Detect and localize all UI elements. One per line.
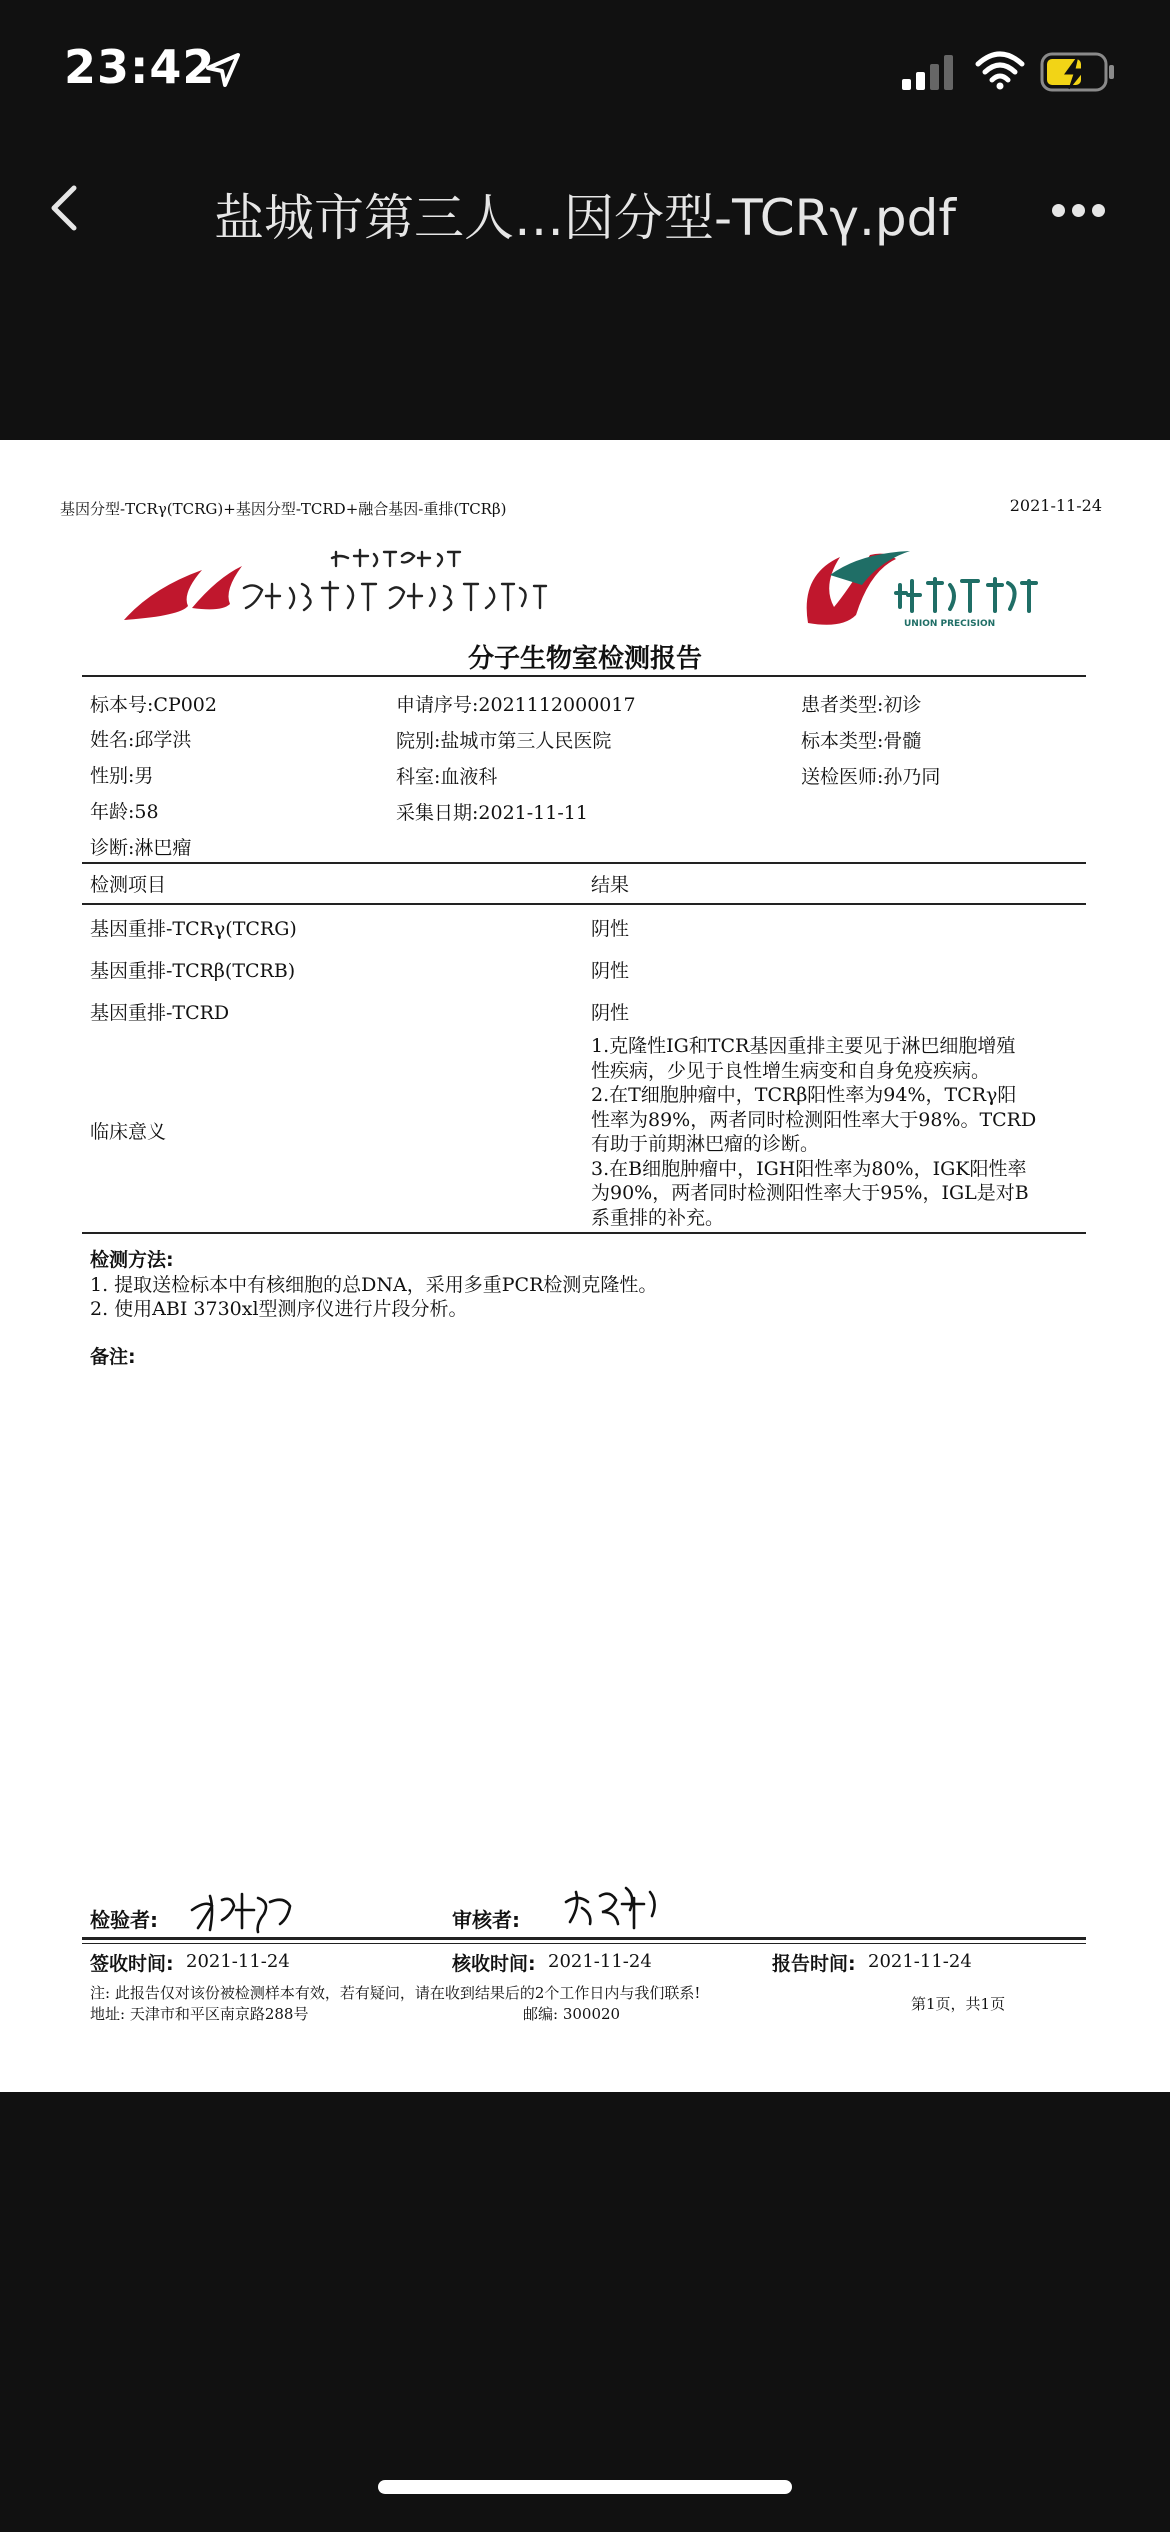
table-row-item: 基因重排-TCRβ(TCRB) xyxy=(90,960,296,982)
more-options-button[interactable] xyxy=(1052,202,1116,222)
footer-postcode: 邮编: 300020 xyxy=(523,2005,621,2023)
hospital-logo xyxy=(122,548,562,628)
footer-note: 注: 此报告仅对该份被检测样本有效，若有疑问，请在收到结果后的2个工作日内与我们联系! xyxy=(90,1984,701,2002)
report-header-tests: 基因分型-TCRγ(TCRG)+基因分型-TCRD+融合基因-重排(TCRβ) xyxy=(60,500,507,518)
clinical-significance-label: 临床意义 xyxy=(90,1121,167,1143)
page-info: 第1页，共1页 xyxy=(911,1995,1006,2013)
diagnosis: 诊断:淋巴瘤 xyxy=(90,837,192,859)
patient-type: 患者类型:初诊 xyxy=(801,694,922,716)
status-bar xyxy=(0,0,1170,150)
nav-bar xyxy=(0,150,1170,270)
check-time-value: 2021-11-24 xyxy=(548,1951,652,1972)
divider xyxy=(82,1943,1086,1944)
table-row-result: 阴性 xyxy=(591,918,630,940)
reviewer-label: 审核者: xyxy=(452,1908,520,1932)
clinical-line: 性疾病，少见于良性增生病变和自身免疫疾病。 xyxy=(591,1059,991,1082)
divider xyxy=(82,1232,1086,1234)
table-row-item: 基因重排-TCRγ(TCRG) xyxy=(90,918,297,940)
reviewer-signature xyxy=(560,1878,670,1938)
patient-age: 年龄:58 xyxy=(90,801,159,823)
receive-time-value: 2021-11-24 xyxy=(186,1951,290,1972)
more-dot-icon xyxy=(1052,204,1065,217)
status-time: 23:42 xyxy=(64,40,216,94)
report-header-date: 2021-11-24 xyxy=(1009,496,1102,515)
back-button[interactable] xyxy=(40,180,100,240)
clinical-line: 为90%，两者同时检测阳性率大于95%，IGL是对B xyxy=(591,1182,1029,1204)
report-time-value: 2021-11-24 xyxy=(868,1951,972,1972)
wifi-icon xyxy=(975,50,1025,90)
clinical-line: 2.在T细胞肿瘤中，TCRβ阳性率为94%，TCRγ阳 xyxy=(591,1084,1017,1106)
report-title: 分子生物室检测报告 xyxy=(467,644,702,674)
remarks-title: 备注: xyxy=(90,1346,136,1368)
svg-text:UNION PRECISION: UNION PRECISION xyxy=(904,619,996,629)
clinical-line: 1.克隆性IG和TCR基因重排主要见于淋巴细胞增殖 xyxy=(591,1035,1016,1057)
battery-charging-icon xyxy=(1040,52,1116,92)
report-time-label: 报告时间: xyxy=(772,1953,856,1975)
divider xyxy=(82,903,1086,905)
check-time-label: 核收时间: xyxy=(452,1953,536,1975)
table-row-result: 阴性 xyxy=(591,960,630,982)
collection-date: 采集日期:2021-11-11 xyxy=(396,802,588,824)
method-title: 检测方法: xyxy=(90,1249,174,1271)
divider xyxy=(82,675,1086,677)
sample-type: 标本类型:骨髓 xyxy=(801,730,922,752)
department: 科室:血液科 xyxy=(396,766,498,788)
location-arrow-icon xyxy=(205,52,241,88)
divider xyxy=(82,1937,1086,1940)
method-line: 1. 提取送检标本中有核细胞的总DNA，采用多重PCR检测克隆性。 xyxy=(90,1274,658,1296)
more-dot-icon xyxy=(1072,204,1085,217)
receive-time-label: 签收时间: xyxy=(90,1953,174,1975)
clinical-line: 性率为89%，两者同时检测阳性率大于98%。TCRD xyxy=(591,1108,1037,1131)
cellular-signal-icon xyxy=(902,55,962,91)
tester-signature xyxy=(188,1880,298,1940)
table-row-result: 阴性 xyxy=(591,1002,630,1024)
clinical-line: 系重排的补充。 xyxy=(591,1206,725,1229)
sample-number: 标本号:CP002 xyxy=(90,694,217,716)
more-dot-icon xyxy=(1092,204,1105,217)
tester-label: 检验者: xyxy=(90,1908,158,1932)
document-title: 盐城市第三人…因分型-TCRγ.pdf xyxy=(214,189,956,247)
table-header-item: 检测项目 xyxy=(90,874,167,896)
clinical-line: 有助于前期淋巴瘤的诊断。 xyxy=(591,1133,820,1155)
referring-doctor: 送检医师:孙乃同 xyxy=(801,766,941,788)
table-header-result: 结果 xyxy=(591,874,630,896)
company-logo xyxy=(800,545,1045,630)
footer-address: 地址: 天津市和平区南京路288号 xyxy=(90,2005,309,2023)
pdf-page[interactable] xyxy=(0,440,1170,2092)
hospital-name: 院别:盐城市第三人民医院 xyxy=(396,730,612,752)
clinical-line: 3.在B细胞肿瘤中，IGH阳性率为80%，IGK阳性率 xyxy=(591,1157,1027,1180)
patient-name: 姓名:邱学洪 xyxy=(90,729,192,751)
patient-sex: 性别:男 xyxy=(90,765,154,787)
home-indicator[interactable] xyxy=(378,2480,792,2494)
table-row-item: 基因重排-TCRD xyxy=(90,1002,230,1024)
method-line: 2. 使用ABI 3730xl型测序仪进行片段分析。 xyxy=(90,1298,468,1320)
request-number: 申请序号:2021112000017 xyxy=(396,694,636,716)
divider xyxy=(82,862,1086,864)
clinical-significance-text xyxy=(591,1034,1061,1230)
